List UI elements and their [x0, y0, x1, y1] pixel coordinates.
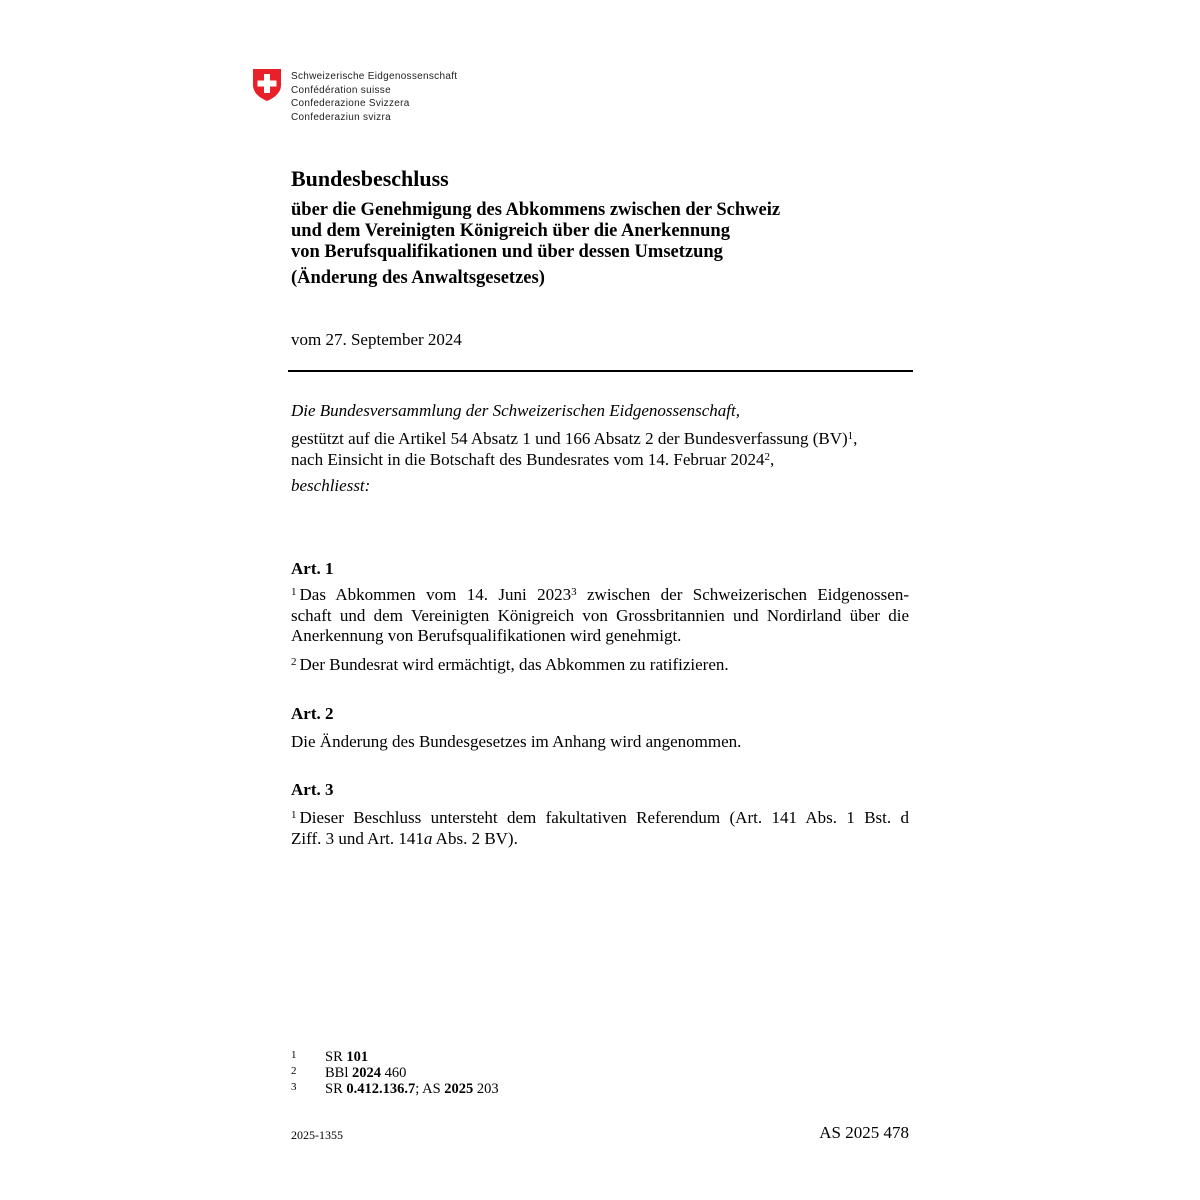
footnote-text: BBl — [325, 1065, 352, 1081]
preamble-assembly: Die Bundesversammlung der Schweizerischen Eidgenossenschaft, — [291, 401, 740, 420]
paragraph-number: 1 — [291, 809, 297, 821]
title-divider — [288, 370, 913, 372]
subtitle-line: von Berufsqualifikationen und über dessen Umsetzung — [291, 242, 723, 262]
line-text: Das Abkommen vom 14. Juni 2023 — [299, 585, 572, 604]
line-text: Dieser Beschluss untersteht dem fakultativen Referendum (Art. 141 Abs. 1 Bst. d — [299, 808, 909, 827]
swiss-shield-icon — [252, 68, 282, 102]
punctuation: , — [853, 429, 858, 448]
agency-name-rm: Confederaziun svizra — [291, 111, 391, 123]
footnote-number: 2 — [291, 1065, 297, 1077]
footnote-text-bold: 2024 — [352, 1065, 381, 1081]
article-1-paragraph-2 — [291, 655, 909, 676]
line-text: Ziff. 3 und Art. 141 — [291, 828, 424, 848]
subtitle-line: und dem Vereinigten Königreich über die Anerkennung — [291, 221, 730, 241]
footnote-3 — [291, 1079, 499, 1097]
footnote-number: 3 — [291, 1081, 297, 1093]
paragraph-line: schaft und dem Vereinigten Königreich von Grossbritannien und Nordirland über die — [291, 605, 909, 625]
article-2-text — [291, 732, 909, 753]
amendment-note: (Änderung des Anwaltsgesetzes) — [291, 268, 545, 288]
footnote-ref[interactable]: 2 — [764, 451, 771, 463]
paragraph-line: Anerkennung von Berufsqualifikationen wird genehmigt. — [291, 626, 682, 645]
agency-name-block — [291, 70, 457, 124]
footnote-number: 1 — [291, 1049, 297, 1061]
article-1-heading: Art. 1 — [291, 559, 334, 578]
footnote-text: 460 — [381, 1065, 407, 1081]
agency-name-fr: Confédération suisse — [291, 84, 391, 96]
paragraph-line — [291, 808, 909, 829]
preamble-message-text: nach Einsicht in die Botschaft des Bundesrates vom 14. Februar 2024 — [291, 450, 765, 469]
paragraph-number: 2 — [291, 656, 297, 668]
punctuation: , — [770, 450, 775, 469]
preamble-message — [291, 450, 774, 470]
subtitle-line: über die Genehmigung des Abkommens zwischen der Schweiz — [291, 200, 781, 220]
document-date: vom 27. September 2024 — [291, 330, 462, 349]
preamble-legal-basis — [291, 429, 857, 449]
document-title: Bundesbeschluss — [291, 166, 449, 191]
line-text: Der Bundesrat wird ermächtigt, das Abkommen zu ratifizieren. — [299, 655, 729, 674]
paragraph-line — [291, 585, 909, 606]
paragraph-number: 1 — [291, 586, 297, 598]
footnote-text-bold: 0.412.136.7 — [346, 1081, 416, 1097]
footnote-text-bold: 2025 — [444, 1081, 474, 1097]
document-number: 2025-1355 — [291, 1128, 343, 1142]
line-text-italic: a — [423, 828, 433, 848]
line-text: zwischen der Schweizerischen Eidgenossen- — [576, 585, 909, 604]
footnote-ref[interactable]: 3 — [571, 586, 577, 598]
paragraph-line: Die Änderung des Bundesgesetzes im Anhang wird angenommen. — [291, 732, 742, 751]
article-3-paragraph-1 — [291, 808, 909, 849]
footnote-text: ; AS — [415, 1081, 445, 1097]
preamble-decides: beschliesst: — [291, 476, 371, 495]
paragraph-line — [291, 829, 909, 850]
agency-name-de: Schweizerische Eidgenossenschaft — [291, 71, 458, 82]
document-subtitle — [291, 200, 911, 263]
article-1-paragraph-1 — [291, 585, 909, 647]
swiss-coat-of-arms-logo — [252, 68, 282, 102]
footnote-text-bold: 101 — [346, 1049, 369, 1065]
official-collection-reference: AS 2025 478 — [819, 1123, 909, 1142]
footnote-text: 203 — [473, 1081, 499, 1097]
article-2-heading: Art. 2 — [291, 704, 334, 723]
paragraph-line — [291, 655, 909, 676]
footnote-text: SR — [325, 1081, 347, 1097]
footnote-ref[interactable]: 1 — [847, 430, 854, 442]
footnote-text: SR — [325, 1049, 347, 1065]
preamble-legal-basis-text: gestützt auf die Artikel 54 Absatz 1 und 166 Absatz 2 der Bundesverfassung (BV) — [291, 429, 848, 448]
agency-name-it: Confederazione Svizzera — [291, 98, 410, 109]
line-text: Abs. 2 BV). — [432, 828, 518, 848]
article-3-heading: Art. 3 — [291, 780, 334, 799]
